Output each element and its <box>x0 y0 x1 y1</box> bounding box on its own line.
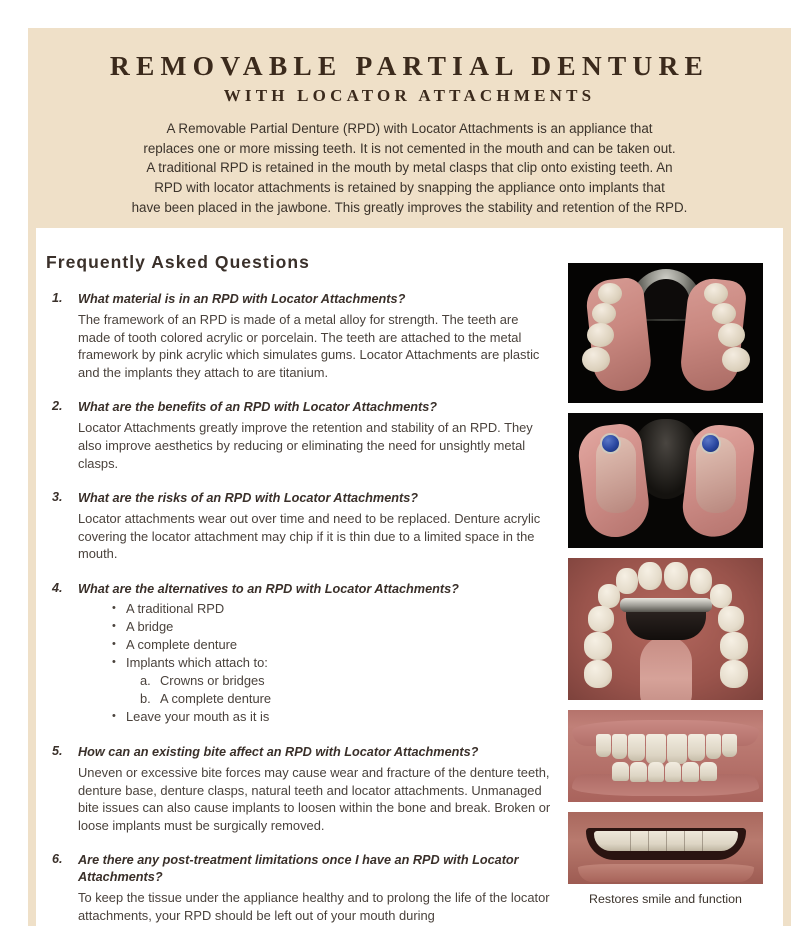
metal-framework-opening <box>642 279 690 319</box>
tooth-gap-line <box>684 831 685 851</box>
tooth-shape <box>665 762 681 782</box>
tooth-shape <box>720 660 748 688</box>
sub-list-marker: b. <box>140 690 151 706</box>
list-item <box>112 654 554 708</box>
intro-paragraph <box>90 119 730 217</box>
teeth-occlusion-photo <box>568 710 763 802</box>
tooth-shape <box>638 562 662 590</box>
sub-list-label: Crowns or bridges <box>160 672 265 688</box>
list-item: • A bridge <box>112 618 554 636</box>
tooth-shape <box>648 762 664 782</box>
photo-caption: Restores smile and function <box>589 892 742 906</box>
intro-line: RPD with locator attachments is retained by snapping the appliance onto implants that <box>154 179 665 195</box>
tooth-shape <box>690 568 712 594</box>
intraoral-upper-arch-photo <box>568 558 763 700</box>
denture-tooth <box>722 347 750 372</box>
tooth-shape <box>682 762 699 782</box>
tooth-shape <box>628 734 645 761</box>
faq-number: 3. <box>52 490 63 505</box>
denture-underside-locators-photo <box>568 413 763 548</box>
faq-question: What are the alternatives to an RPD with Locator Attachments? <box>78 581 459 596</box>
faq-number: 2. <box>52 399 63 414</box>
sub-list-item <box>140 690 554 708</box>
tooth-gap-line <box>702 831 703 851</box>
faq-question: Are there any post-treatment limitations once I have an RPD with Locator Attachments? <box>78 853 519 885</box>
faq-item <box>46 852 554 924</box>
tooth-shape <box>584 632 612 660</box>
tooth-shape <box>596 734 611 757</box>
tooth-shape <box>584 660 612 688</box>
locator-attachment-left <box>600 433 621 454</box>
tooth-shape <box>612 762 629 781</box>
header-band <box>28 28 791 228</box>
denture-tooth <box>718 323 745 347</box>
tooth-shape <box>588 606 614 632</box>
locator-attachment-right <box>700 433 721 454</box>
faq-answer: The framework of an RPD is made of a metal alloy for strength. The teeth are made of tooth colored acrylic or porcelain. The teeth are attached to the metal framework by pink acrylic which simulates gums. Locator Attachments are plastic and the implants they attach to are titanium. <box>78 312 540 380</box>
tooth-shape <box>720 632 748 660</box>
denture-tooth <box>598 283 622 304</box>
faq-question: How can an existing bite affect an RPD with Locator Attachments? <box>78 744 479 759</box>
alternatives-list <box>78 600 554 726</box>
tooth-shape <box>688 734 705 761</box>
framework-shadow <box>626 610 706 640</box>
tooth-shape <box>722 734 737 757</box>
faq-item <box>46 490 554 563</box>
sub-list-label: A complete denture <box>160 690 272 706</box>
denture-tooth <box>592 303 616 324</box>
intro-line: have been placed in the jawbone. This greatly improves the stability and retention of the RPD. <box>131 199 688 215</box>
faq-answer: Locator attachments wear out over time and need to be replaced. Denture acrylic covering the locator attachment may chip if it is thin due to a limited space in the mouth. <box>78 511 541 562</box>
sub-list-item <box>140 672 554 690</box>
faq-answer: Locator Attachments greatly improve the retention and stability of an RPD. They also improve aesthetics by reducing or eliminating the need for unsightly metal clasps. <box>78 420 533 471</box>
smile-photo <box>568 812 763 884</box>
rpd-framework-photo <box>568 263 763 403</box>
tooth-shape <box>667 734 687 764</box>
faq-question: What are the risks of an RPD with Locator Attachments? <box>78 491 419 506</box>
tooth-shape <box>646 734 666 764</box>
faq-answer: To keep the tissue under the appliance healthy and to prolong the life of the locator attachments, your RPD should be left out of your mouth during <box>78 890 550 923</box>
faq-question: What are the benefits of an RPD with Locator Attachments? <box>78 400 438 415</box>
sub-list-marker: a. <box>140 672 151 688</box>
denture-tooth <box>704 283 728 304</box>
faq-item <box>46 291 554 381</box>
intro-line: replaces one or more missing teeth. It is not cemented in the mouth and can be taken out. <box>143 140 676 156</box>
list-item: • Leave your mouth as it is <box>112 708 554 726</box>
metal-major-connector <box>620 598 712 612</box>
intro-line: A Removable Partial Denture (RPD) with Locator Attachments is an appliance that <box>166 121 653 137</box>
faq-heading: Frequently Asked Questions <box>46 252 310 272</box>
tooth-shape <box>630 762 647 782</box>
faq-item <box>46 744 554 834</box>
photo-column <box>568 263 763 906</box>
faq-item <box>46 581 554 726</box>
tooth-shape <box>664 562 688 590</box>
faq-answer: Uneven or excessive bite forces may cause wear and fracture of the denture teeth, denture base, denture clasps, natural teeth and locator attachments. Unmanaged bite issues can also cause implants to loosen within the bone and break. Broken or loose implants must be surgically removed. <box>78 764 551 833</box>
tooth-gap-line <box>648 831 649 851</box>
denture-tooth <box>712 303 736 324</box>
tooth-gap-line <box>666 831 667 851</box>
denture-tooth <box>587 323 614 347</box>
faq-number: 4. <box>52 580 63 595</box>
tooth-gap-line <box>630 831 631 851</box>
faq-number: 5. <box>52 743 63 758</box>
page-subtitle: WITH LOCATOR ATTACHMENTS <box>223 85 596 105</box>
tooth-shape <box>706 734 721 759</box>
tooth-shape <box>700 762 717 781</box>
list-item: • A complete denture <box>112 636 554 654</box>
denture-tooth <box>582 347 610 372</box>
faq-number: 1. <box>52 291 63 305</box>
list-item: • A traditional RPD <box>112 600 554 618</box>
list-item-label: Implants which attach to: <box>126 654 268 670</box>
tooth-shape <box>612 734 627 759</box>
faq-number: 6. <box>52 852 63 867</box>
faq-item <box>46 399 554 472</box>
faq-list <box>46 291 554 925</box>
tooth-shape <box>598 584 620 608</box>
faq-column <box>46 236 554 925</box>
tongue-shape <box>640 636 692 700</box>
main-content <box>36 236 783 926</box>
intro-line: A traditional RPD is retained in the mouth by metal clasps that clip onto existing teeth. An <box>146 160 673 176</box>
lower-lip <box>578 864 754 882</box>
tooth-shape <box>718 606 744 632</box>
tooth-shape <box>710 584 732 608</box>
alternatives-sublist <box>126 672 554 708</box>
page-title: REMOVABLE PARTIAL DENTURE <box>109 50 710 81</box>
faq-question: What material is in an RPD with Locator Attachments? <box>78 292 406 306</box>
